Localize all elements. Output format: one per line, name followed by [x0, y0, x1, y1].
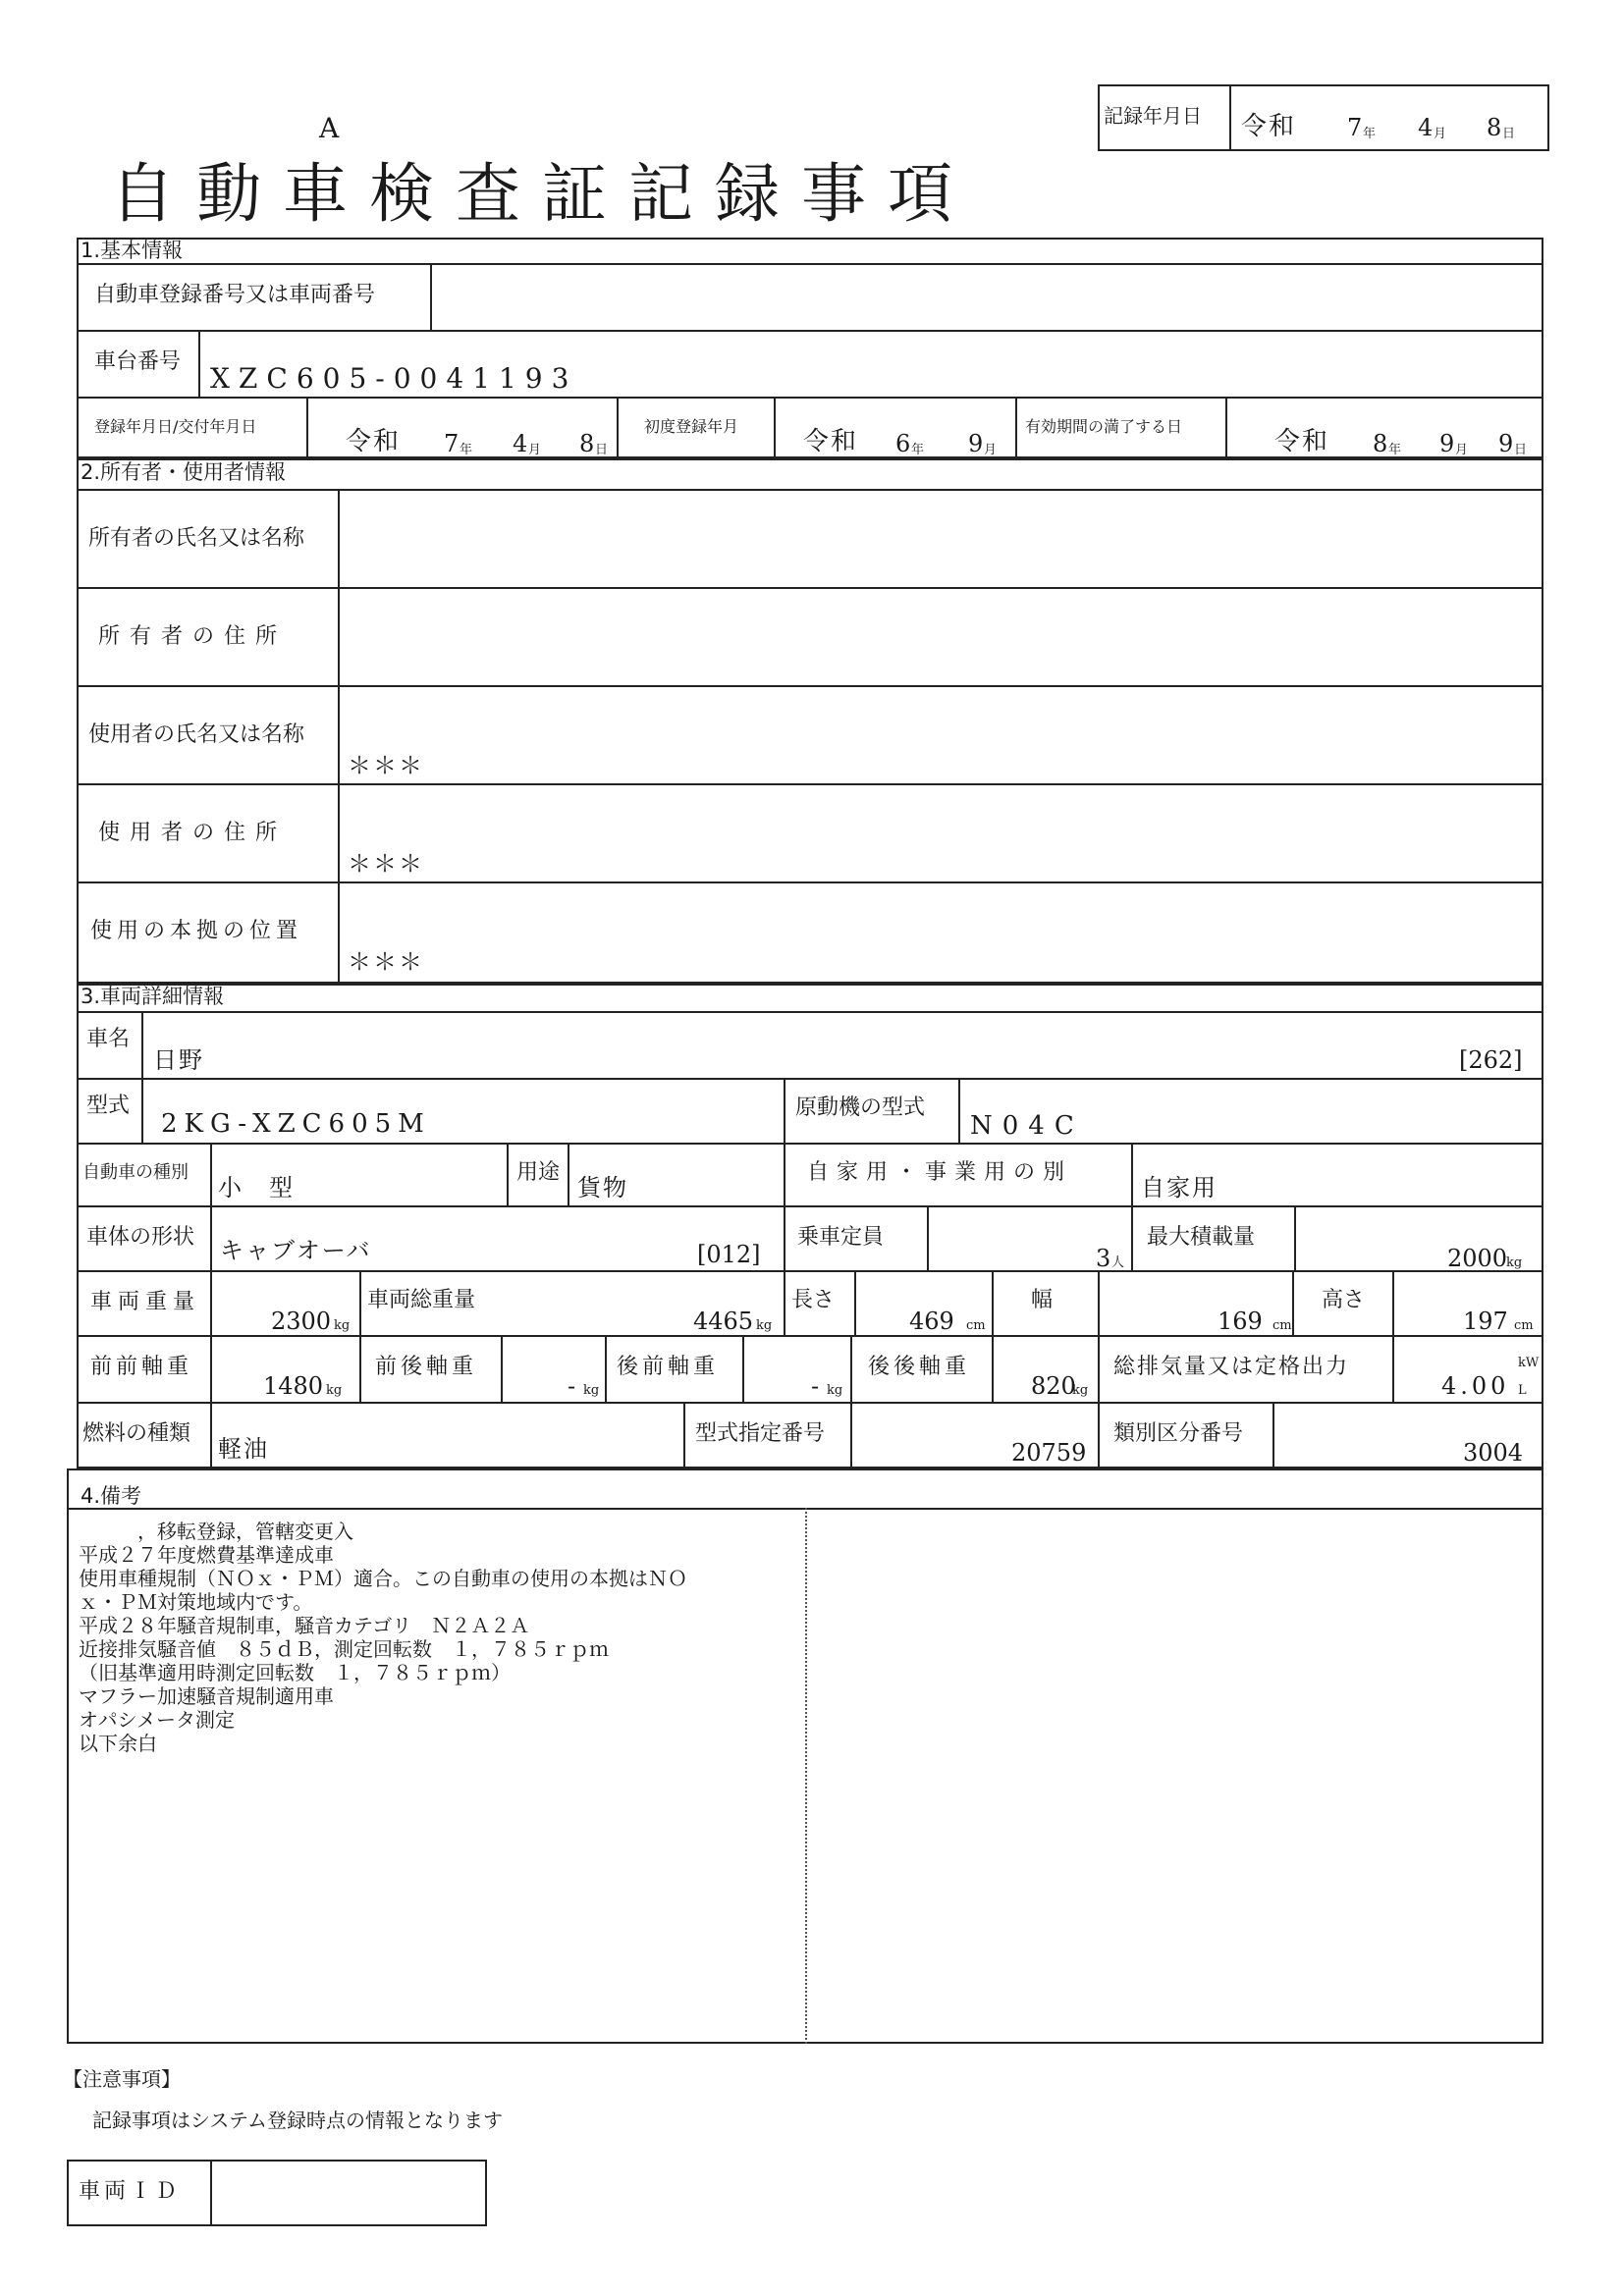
class-number-label: 類別区分番号 [1113, 1421, 1244, 1446]
year-unit: 年 [1363, 127, 1377, 141]
expiry-year: 8 [1373, 430, 1388, 457]
year-unit: 年 [1388, 443, 1402, 457]
remarks-text [79, 1520, 687, 1755]
owner-address-label: 所有者の住所 [98, 624, 288, 649]
base-location-value: ＊＊＊ [348, 948, 424, 976]
reg-date-era: 令和 [346, 427, 402, 456]
rear-front-axle-unit: kg [827, 1383, 843, 1398]
remarks-line: マフラー加速騒音規制適用車 [79, 1684, 334, 1708]
height-value: 197 [1463, 1308, 1508, 1335]
section-basic [77, 238, 1543, 458]
owner-name-label: 所有者の氏名又は名称 [88, 526, 305, 551]
displacement-label: 総排気量又は定格出力 [1113, 1355, 1350, 1379]
first-reg-month: 9 [968, 430, 984, 457]
front-front-axle-unit: kg [326, 1383, 343, 1398]
capacity-label: 乗車定員 [797, 1225, 885, 1250]
month-unit: 月 [1455, 443, 1469, 457]
private-business-label: 自家用・事業用の別 [807, 1160, 1073, 1185]
capacity-unit: 人 [1111, 1255, 1125, 1270]
remarks-line: 平成２７年度燃費基準達成車 [79, 1543, 334, 1567]
front-rear-axle-label: 前後軸重 [375, 1355, 478, 1379]
year-unit: 年 [460, 443, 473, 457]
remarks-line: 使用車種規制（ＮＯｘ・ＰＭ）適合。この自動車の使用の本拠はＮＯ [79, 1567, 687, 1590]
engine-model-value: N04C [970, 1111, 1084, 1141]
height-unit: cm [1514, 1318, 1534, 1333]
first-reg-year: 6 [895, 430, 911, 457]
max-load-label: 最大積載量 [1147, 1225, 1256, 1250]
notes-text: 記録事項はシステム登録時点の情報となります [92, 2109, 503, 2132]
reg-date-label: 登録年月日/交付年月日 [94, 417, 257, 436]
width-unit: cm [1272, 1318, 1292, 1333]
record-date-era: 令和 [1241, 112, 1297, 141]
private-business-value: 自家用 [1141, 1174, 1218, 1201]
expiry-label: 有効期間の満了する日 [1025, 417, 1183, 436]
remarks-line: ｘ・ＰＭ対策地域内です。 [79, 1590, 313, 1614]
reg-date-year: 7 [444, 430, 460, 457]
class-number-value: 3004 [1463, 1439, 1524, 1467]
month-unit: 月 [984, 443, 998, 457]
rear-front-axle-value: - [811, 1372, 820, 1400]
width-label: 幅 [1031, 1288, 1054, 1312]
remarks-line: （旧基準適用時測定回転数 １，７８５ｒｐｍ） [79, 1661, 511, 1684]
day-unit: 日 [595, 443, 609, 457]
vehicle-name-label: 車名 [86, 1027, 131, 1051]
record-date-year: 7 [1347, 114, 1363, 141]
reg-date-day: 8 [579, 430, 595, 457]
body-shape-label: 車体の形状 [86, 1225, 195, 1250]
length-value: 469 [909, 1308, 954, 1335]
body-shape-code: [012] [697, 1241, 761, 1268]
rear-rear-axle-label: 後後軸重 [868, 1355, 971, 1379]
section-owner-title: 2.所有者・使用者情報 [81, 460, 287, 484]
chassis-value: XZC605-0041193 [210, 362, 578, 395]
height-label: 高さ [1322, 1288, 1366, 1312]
day-unit: 日 [1502, 127, 1516, 141]
chassis-label: 車台番号 [94, 349, 182, 374]
form-mark: A [319, 112, 340, 144]
remarks-line: 近接排気騒音値 ８５ｄＢ，測定回転数 １，７８５ｒｐｍ [79, 1637, 609, 1661]
remarks-line: オパシメータ測定 [79, 1708, 235, 1732]
length-unit: cm [966, 1318, 986, 1333]
gross-weight-label: 車両総重量 [367, 1288, 476, 1312]
user-address-label: 使用者の住所 [98, 821, 288, 845]
user-address-value: ＊＊＊ [348, 850, 424, 878]
displacement-unit-kw: kW [1518, 1356, 1540, 1370]
vehicle-name-value: 日野 [153, 1046, 204, 1074]
max-load-unit: kg [1506, 1255, 1523, 1270]
user-name-label: 使用者の氏名又は名称 [88, 722, 305, 747]
day-unit: 日 [1514, 443, 1528, 457]
page-title: 自動車検査証記録事項 [110, 156, 974, 232]
user-name-value: ＊＊＊ [348, 752, 424, 779]
use-label: 用途 [516, 1160, 561, 1185]
body-shape-value: キャブオーバ [220, 1237, 372, 1264]
vehicle-kind-label: 自動車の種別 [82, 1162, 189, 1183]
first-reg-label: 初度登録年月 [644, 417, 739, 436]
section-vehicle-title: 3.車両詳細情報 [81, 985, 225, 1008]
year-unit: 年 [911, 443, 925, 457]
type-designation-value: 20759 [1011, 1439, 1087, 1467]
front-front-axle-label: 前前軸重 [90, 1355, 193, 1379]
use-value: 貨物 [577, 1174, 628, 1201]
rear-rear-axle-unit: kg [1072, 1383, 1089, 1398]
weight-label: 車両重量 [90, 1290, 201, 1314]
gross-weight-unit: kg [756, 1318, 773, 1333]
expiry-month: 9 [1439, 430, 1455, 457]
remarks-line: 平成２８年騒音規制車，騒音カテゴリ Ｎ２Ａ２Ａ [79, 1614, 530, 1637]
fuel-value: 軽油 [218, 1435, 269, 1463]
base-location-label: 使用の本拠の位置 [90, 919, 303, 943]
notes-heading: 【注意事項】 [63, 2067, 181, 2091]
remarks-line: ，移転登録，管轄変更入 [79, 1520, 353, 1543]
section-basic-title: 1.基本情報 [81, 239, 184, 262]
front-front-axle-value: 1480 [263, 1372, 324, 1400]
rear-rear-axle-value: 820 [1031, 1372, 1076, 1400]
model-value: 2KG-XZC605M [161, 1109, 431, 1139]
displacement-unit-l: L [1518, 1383, 1527, 1398]
reg-no-label: 自動車登録番号又は車両番号 [94, 283, 376, 307]
width-value: 169 [1218, 1308, 1263, 1335]
weight-unit: kg [334, 1318, 351, 1333]
first-reg-era: 令和 [803, 427, 859, 456]
max-load-value: 2000 [1447, 1245, 1508, 1272]
model-label: 型式 [86, 1094, 131, 1118]
displacement-value: 4.00 [1441, 1372, 1510, 1400]
month-unit: 月 [1434, 127, 1447, 141]
remarks-divider [805, 1508, 807, 2044]
fuel-label: 燃料の種類 [82, 1421, 191, 1446]
reg-date-month: 4 [513, 430, 528, 457]
vehicle-id-label: 車両ＩＤ [79, 2179, 182, 2204]
engine-model-label: 原動機の型式 [795, 1095, 926, 1120]
record-date-day: 8 [1487, 114, 1502, 141]
front-rear-axle-value: - [568, 1372, 576, 1400]
type-designation-label: 型式指定番号 [695, 1421, 826, 1446]
record-date-label: 記録年月日 [1104, 104, 1202, 128]
length-label: 長さ [791, 1288, 836, 1312]
gross-weight-value: 4465 [693, 1308, 754, 1335]
expiry-era: 令和 [1274, 427, 1330, 456]
weight-value: 2300 [271, 1308, 332, 1335]
month-unit: 月 [528, 443, 542, 457]
record-date-month: 4 [1418, 114, 1434, 141]
expiry-day: 9 [1498, 430, 1514, 457]
front-rear-axle-unit: kg [583, 1383, 600, 1398]
remarks-line: 以下余白 [79, 1732, 157, 1755]
vehicle-name-code: [262] [1459, 1046, 1523, 1074]
vehicle-kind-value: 小 型 [218, 1174, 295, 1201]
section-remarks-title: 4.備考 [81, 1484, 142, 1508]
capacity-value: 3 [1096, 1245, 1111, 1272]
rear-front-axle-label: 後前軸重 [617, 1355, 720, 1379]
